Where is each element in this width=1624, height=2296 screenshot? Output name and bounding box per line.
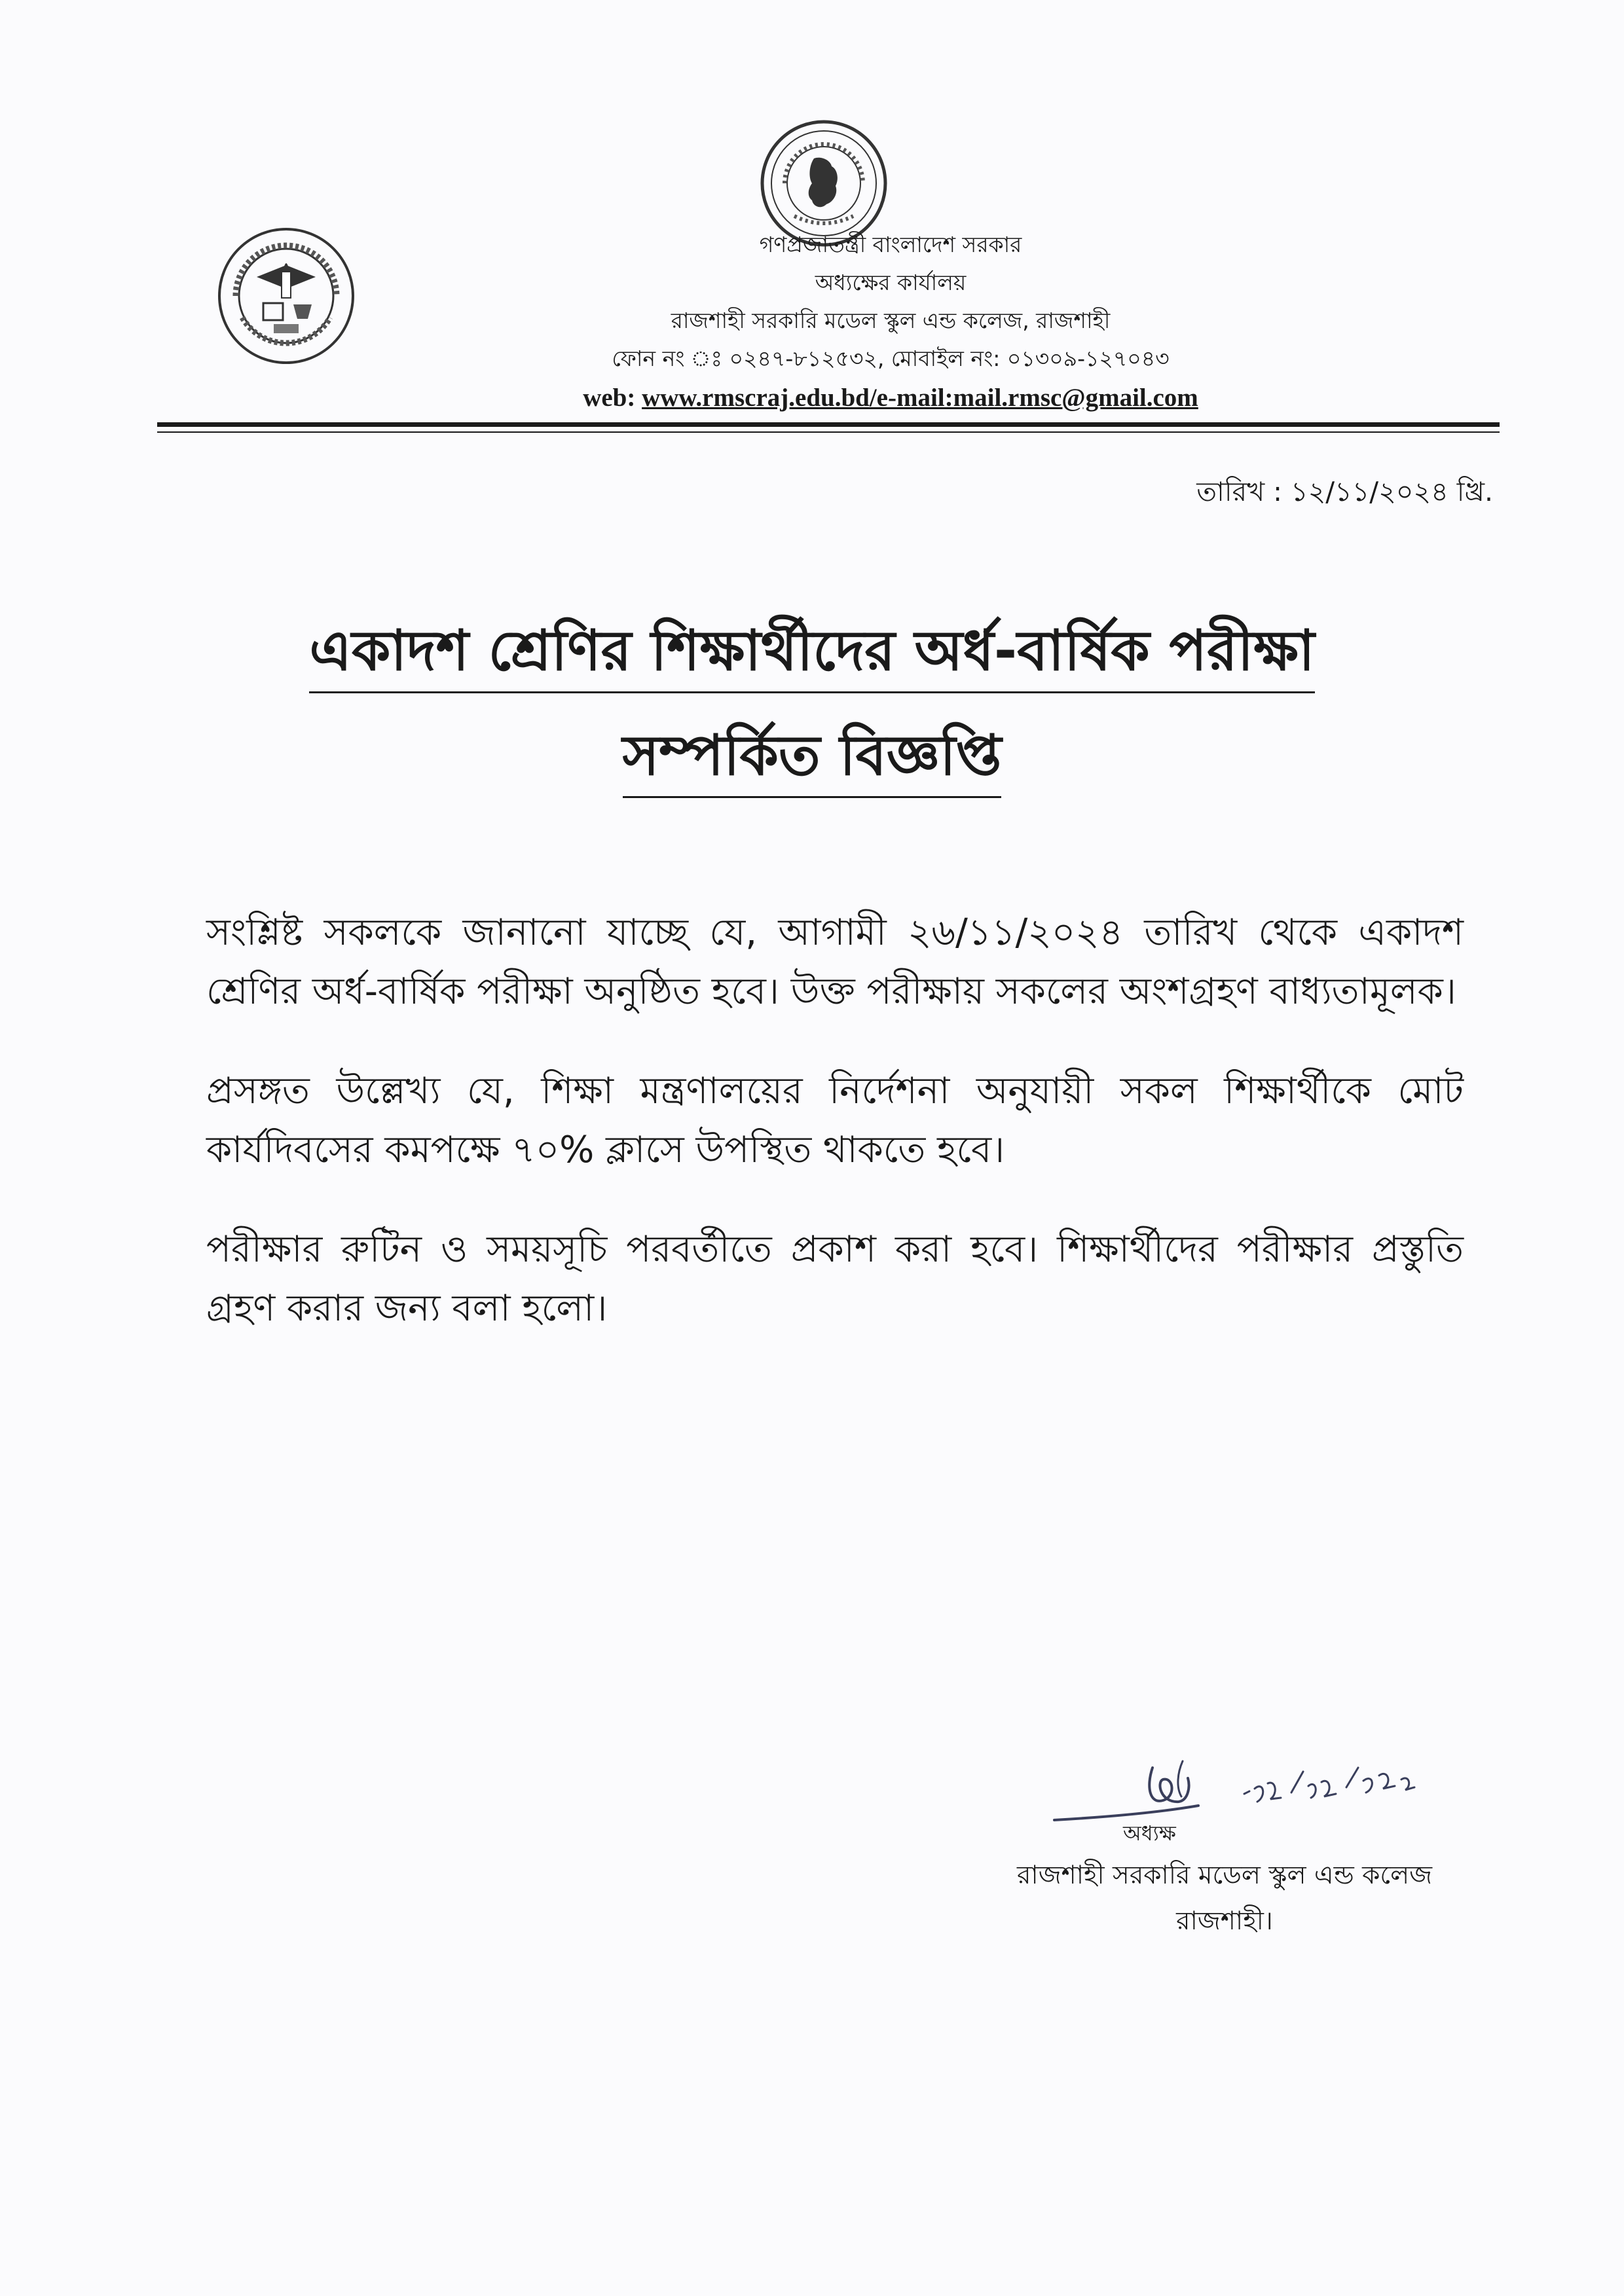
body-paragraph: সংশ্লিষ্ট সকলকে জানানো যাচ্ছে যে, আগামী ২৬/১১/২০২৪ তারিখ থেকে একাদশ শ্রেণির অর্ধ-বার্ষিক পরীক্ষা অনুষ্ঠিত হবে। উক্ত পরীক্ষায় সকলের অংশগ্রহণ বাধ্যতামূলক। <box>206 911 1464 1013</box>
web-email-link[interactable]: www.rmscraj.edu.bd/e-mail:mail.rmsc@gmail.com <box>642 384 1198 412</box>
handwritten-signature-icon <box>1048 1741 1467 1846</box>
office-name: অধ্যক্ষের কার্যালয় <box>815 270 967 295</box>
notice-date: তারিখ : ১২/১১/২০২৪ খ্রি. <box>1196 476 1493 507</box>
letterhead <box>367 226 1414 418</box>
notice-body <box>206 903 1464 1379</box>
signatory-organization <box>897 1853 1552 1944</box>
body-paragraph: প্রসঙ্গত উল্লেখ্য যে, শিক্ষা মন্ত্রণালয়ের নির্দেশনা অনুযায়ী সকল শিক্ষার্থীকে মোট কার্যদিবসের কমপক্ষে ৭০% ক্লাসে উপস্থিত থাকতে হবে। <box>206 1070 1464 1171</box>
signatory-org-line-2: রাজশাহী। <box>1176 1906 1273 1936</box>
body-paragraph: পরীক্ষার রুটিন ও সময়সূচি পরবর্তীতে প্রকাশ করা হবে। শিক্ষার্থীদের পরীক্ষার প্রস্তুতি গ্রহণ করার জন্য বলা হলো। <box>206 1228 1464 1330</box>
institution-name: রাজশাহী সরকারি মডেল স্কুল এন্ড কলেজ, রাজশাহী <box>671 308 1111 333</box>
government-name: গণপ্রজাতন্ত্রী বাংলাদেশ সরকার <box>759 232 1022 257</box>
notice-title <box>131 612 1493 795</box>
web-label: web: <box>583 384 636 412</box>
header-divider-thick <box>157 422 1500 427</box>
title-line-2: সম্পর্কিত বিজ্ঞপ্তি <box>623 723 1002 798</box>
college-seal-icon <box>216 226 357 367</box>
signatory-designation: অধ্যক্ষ <box>1123 1821 1176 1846</box>
web-email-line <box>367 378 1414 418</box>
title-line-1: একাদশ শ্রেণির শিক্ষার্থীদের অর্ধ-বার্ষিক পরীক্ষা <box>309 619 1314 693</box>
header-divider-thin <box>157 431 1500 433</box>
signatory-org-line-1: রাজশাহী সরকারি মডেল স্কুল এন্ড কলেজ <box>1016 1861 1433 1890</box>
contact-info: ফোন নং ঃ ০২৪৭-৮১২৫৩২, মোবাইল নং: ০১৩০৯-১২৭০৪৩ <box>612 346 1170 371</box>
